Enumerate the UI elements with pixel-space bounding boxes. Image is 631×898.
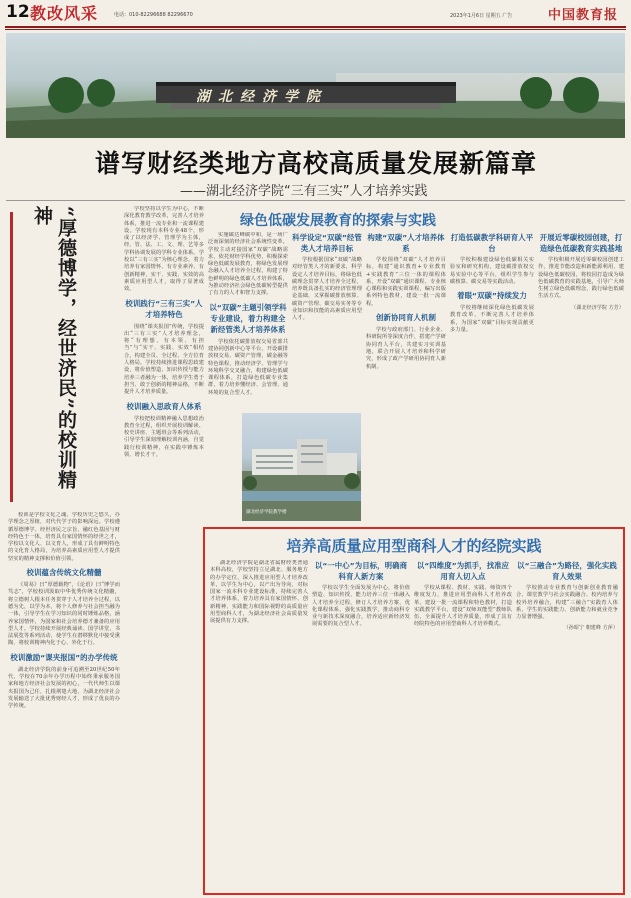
box-subhead-2: 以“四维度”为抓手，找准应用育人切入点 bbox=[416, 561, 510, 581]
mid-subhead-7: 开展近零碳校园创建，打造绿色低碳教育实践基地 bbox=[539, 233, 623, 253]
mid-body-0: 实施碳达峰碳中和，是一场广泛而深刻的经济社会系统性变革。学校主动对接国家“双碳”战略需求，依托财经学科优势，积极探索绿色低碳发展教育，将绿色发展理念融入人才培养全过程，构建了特色鲜明的绿色低碳人才培养体系，为推动经济社会绿色低碳转型提供了有力的人才和智力支撑。 bbox=[208, 232, 288, 297]
page-number: 12 bbox=[6, 2, 30, 22]
mid-subhead-5: 打造低碳教学科研育人平台 bbox=[450, 233, 534, 253]
mid-subhead-4: 创新协同育人机制 bbox=[376, 313, 436, 323]
main-headline: 谱写财经类地方高校高质量发展新篇章 bbox=[94, 149, 537, 178]
mid-subhead-1: 以“双碳”主题引领学科专业建设，着力构建全新经管类人才培养体系 bbox=[209, 302, 287, 334]
mid-author: （湖北经济学院 方芳） bbox=[571, 304, 624, 311]
left-subhead-2: 校训激励“课夹报国”的办学传统 bbox=[10, 652, 118, 662]
banner-caption: 湖北经济学院 bbox=[196, 89, 328, 105]
mid-subhead-6: 着眼“双碳”持续发力 bbox=[457, 291, 527, 301]
col2-body-2: 学校把校训精神融入思想政治教育全过程，组织开展校训解读、校史讲座、主题班会等系列活动，引导学生深刻理解校训内涵，自觉践行校训精神，在实践中锤炼本领、增长才干。 bbox=[124, 415, 204, 459]
box-column-3 bbox=[414, 560, 512, 890]
mid-column-5 bbox=[538, 232, 624, 522]
left-body-1: 《周易》曰“厚德载物”，《论语》曰“博学而笃志”，学校校训汲取中华优秀传统文化精髓，将立德树人根本任务贯穿于人才培养全过程，以德为先，以学为本，将个人修养与社会担当融为一体，引导学生在学习知识的同时锤炼品格，涵养家国情怀，为国家和社会培养德才兼备的应用型人才。学校持续开展经典诵读、国学讲堂、书法展览等系列活动，使学生在潜移默化中接受熏陶，将校训精神内化于心、外化于行。 bbox=[8, 582, 120, 647]
col2-subhead-2: 校训融入思政育人体系 bbox=[126, 401, 202, 411]
mid-column-3 bbox=[366, 232, 446, 522]
left-body-2: 湖北经济学院的前身可追溯至20世纪50年代，学校在70余年办学历程中始终秉承服务国家和地方经济社会发展的初心，一代代师生以课夹报国为己任，扎根荆楚大地，为湖北经济社会发展输送了大批优秀财经人才，形成了优良的办学传统。 bbox=[8, 666, 120, 710]
campus-building-illustration bbox=[242, 413, 361, 521]
mid-body-1: 学校依托碳排放权交易省部共建协同创新中心等平台，开设碳排放权交易、碳资产管理、碳金融等特色课程，推动经济学、管理学与环境科学交叉融合，构建绿色低碳课程体系，打造绿色低碳专业集群，着力培养懂经济、会管理、通环境的复合型人才。 bbox=[208, 338, 288, 396]
box-subhead-3: 以“三融合”为路径，强化实践育人效果 bbox=[517, 561, 617, 581]
section-title: 教改风采 bbox=[30, 4, 99, 23]
masthead-logo: 中国教育报 bbox=[548, 8, 619, 23]
date-line: 2023年1月6日 星期五 广告 bbox=[450, 13, 513, 19]
left-subhead-1: 校训蕴含传统文化精髓 bbox=[26, 568, 102, 578]
headline-divider bbox=[6, 200, 625, 201]
box-body-1: 学校以学生全面发展为中心，将价值塑造、知识传授、能力培养三位一体融入人才培养全过程，修订人才培养方案，优化课程体系，强化实践教学，推动商科专业与新技术深度融合，培养适应新经济发展需要的复合型人才。 bbox=[312, 585, 410, 628]
mid-article-title: 绿色低碳发展教育的探索与实践 bbox=[240, 213, 436, 229]
page-header bbox=[0, 0, 631, 32]
mid-subhead-3: 构建“双碳”人才培养体系 bbox=[367, 233, 445, 253]
left-column bbox=[8, 512, 120, 892]
mid-subhead-2: 科学设定“双碳”经管类人才培养目标 bbox=[292, 233, 362, 253]
mid-body-7: 学校积极开展近零碳校园创建工作，推进节能改造和新能源利用，建设绿色低碳校园，将校园打造成为绿色低碳教育的实践基地，引导广大师生树立绿色低碳理念，践行绿色低碳生活方式。 bbox=[538, 257, 624, 300]
mid-column-4 bbox=[450, 232, 534, 522]
box-column-4 bbox=[516, 560, 618, 890]
banner-photo bbox=[6, 33, 625, 138]
mid-body-3: 学校围绕“双碳”人才培养目标，构建“通识教育+专业教育+实践教育”三位一体的课程体系，开设“双碳”通识课程、专业核心课程和实践实训课程，编写出版系列特色教材，建设一批一流课程。 bbox=[366, 257, 446, 307]
col2-body-0: 学校坚持以学生为中心，不断深化教育教学改革，完善人才培养体系，推进一流专业和一流课程建设。学校现有本科专业48个，形成了以经济学、管理学为主体，经、管、法、工、文、理、艺等多学科协调发展的学科专业体系。学校以“三有三实”为核心理念，着力培养有家国情怀、有专业素养、有创新精神，实干、实践、实效的高素质应用型人才，取得了显著成效。 bbox=[124, 206, 204, 293]
col2-subhead-1: 校训践行“三有三实”人才培养特色 bbox=[125, 298, 203, 319]
box-author: （孙昭宁 朝建峰 方萍） bbox=[563, 625, 618, 632]
box-column-2 bbox=[312, 560, 410, 890]
column-2 bbox=[124, 206, 204, 896]
header-rule bbox=[5, 26, 626, 28]
sub-headline: ——湖北经济学院“三有三实”人才培养实践 bbox=[180, 184, 428, 199]
mid-column-2 bbox=[292, 232, 362, 410]
mid-body-4: 学校与政府部门、行业企业、科研院所等深度合作，搭建产学研协同育人平台，共建实习实训基地，联合开展人才培养和科学研究，形成了政产学研用协同育人新机制。 bbox=[366, 327, 446, 370]
box-column-1 bbox=[210, 560, 308, 890]
mid-body-6: 学校将继续深化绿色低碳发展教育改革，不断完善人才培养体系，为国家“双碳”目标实现贡献更多力量。 bbox=[450, 305, 534, 334]
boxed-article-title: 培养高质量应用型商科人才的经院实践 bbox=[286, 537, 542, 555]
box-body-3: 学校推动专业教育与创新创业教育融合、课堂教学与社会实践融合、校内培养与校外培养融合，构建“三融合”实践育人体系，学生的实践能力、创新能力和就业竞争力显著增强。 bbox=[516, 585, 618, 621]
header-rule-thin bbox=[5, 29, 626, 30]
box-body-2: 学校从课程、教材、实践、师资四个维度发力，推进应用型商科人才培养改革。建设一批一流课程和特色教材，打造实践教学平台，建设“双师双能型”教师队伍，全面提升人才培养质量，形成了具有经院特色的应用型商科人才培养模式。 bbox=[414, 585, 512, 628]
col2-body-1: 围绕“课夹报国”传统，学校提出“三有三实”人才培养理念，将“有理想、有本领、有担当”与“实干、实践、实效”相结合，构建全员、全过程、全方位育人格局。学校持续推进课程思政建设，将价值塑造、知识传授与能力培养三者融为一体，培养学生勇于担当、敢于创新的精神品格，不断提升人才培养质量。 bbox=[124, 323, 204, 396]
vertical-title: “厚德博学，经世济民”的校训精神 bbox=[31, 206, 77, 490]
vertical-title-bar bbox=[10, 212, 13, 502]
left-intro: 校训是学校文化之魂。学校历史之悠久，办学理念之厚植，对代代学子的影响深远。学校遵循厚德博学、经世济民之宗旨，融红色基因与财经特色于一体，培育具有家国情怀的经世之才，学校以文化人、以文育人，形成了具有鲜明特色的文化育人格局，为培养高素质应用型人才提供坚实的精神支撑和价值引领。 bbox=[8, 512, 120, 562]
box-subhead-1: 以“一中心”为目标，明确商科育人新方案 bbox=[314, 561, 408, 581]
mid-body-5: 学校积极建设绿色低碳相关实验室和研究机构，建设碳排放权交易实验中心等平台，组织学生参与碳核算、碳交易等实践活动。 bbox=[450, 257, 534, 285]
campus-photo bbox=[242, 413, 361, 521]
box-body-0: 湖北经济学院是湖北省属财经类普通本科高校，学校坚持立足湖北、服务地方的办学定位，深入推进应用型人才培养改革，以学生为中心，以产出为导向，对标国家一流本科专业建设标准，持续完善人才培养体系，着力培养具有家国情怀、创新精神、实践能力和国际视野的高质量应用型商科人才，为湖北经济社会高质量发展提供有力支撑。 bbox=[210, 560, 308, 625]
mid-body-2: 学校根据国家“双碳”战略对经管类人才的新要求，科学设定人才培养目标，将绿色低碳理念贯穿人才培养全过程，培养既具备扎实的经济管理理论基础，又掌握碳排放核算、碳资产管理、碳交易实务等专业知识和技能的高素质应用型人才。 bbox=[292, 257, 362, 322]
campus-photo-caption: 湖北经济学院教学楼 bbox=[246, 510, 287, 515]
contact-line: 电话：010-82296688 82296670 bbox=[114, 12, 193, 18]
